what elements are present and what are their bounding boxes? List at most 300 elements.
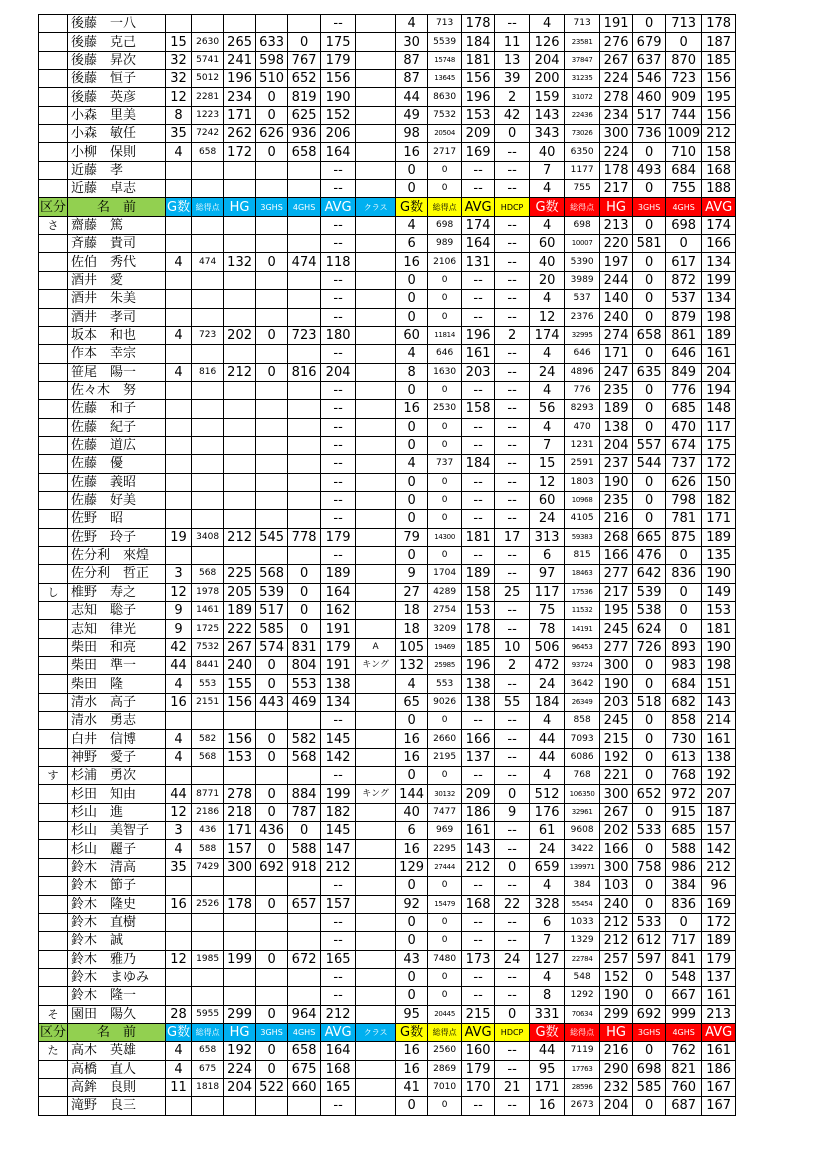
cell-avg3: 143 — [702, 693, 736, 711]
cell-g3: 4 — [530, 767, 565, 785]
cell-3ghs1: 436 — [256, 822, 288, 840]
cell-hdcp: 0 — [495, 1005, 530, 1023]
cell-avg1: 165 — [321, 1078, 356, 1096]
cell-hg1 — [224, 436, 256, 454]
cell-3ghs1: 0 — [256, 785, 288, 803]
cell-hg3: 235 — [600, 381, 633, 399]
cell-total1: 2281 — [192, 88, 224, 106]
cell-hg1 — [224, 877, 256, 895]
cell-total3: 2673 — [565, 1097, 600, 1115]
cell-3ghs1 — [256, 161, 288, 179]
table-row — [39, 730, 736, 748]
cell-hg3: 152 — [600, 968, 633, 986]
cell-total3: 713 — [565, 15, 600, 33]
cell-g2: 0 — [396, 436, 428, 454]
cell-3ghs1 — [256, 932, 288, 950]
cell-3ghs1: 0 — [256, 657, 288, 675]
header-g3: G数 — [530, 1023, 565, 1041]
cell-avg2: 184 — [462, 455, 495, 473]
table-row — [39, 253, 736, 271]
cell-avg1: -- — [321, 418, 356, 436]
cell-class — [356, 712, 396, 730]
cell-avg1: -- — [321, 510, 356, 528]
cell-total1: 436 — [192, 822, 224, 840]
cell-g1 — [166, 510, 192, 528]
cell-avg1: 179 — [321, 51, 356, 69]
cell-g2: 0 — [396, 987, 428, 1005]
cell-total3: 858 — [565, 712, 600, 730]
cell-avg1: -- — [321, 767, 356, 785]
cell-avg3: 174 — [702, 216, 736, 234]
cell-g2: 132 — [396, 657, 428, 675]
cell-g1: 42 — [166, 638, 192, 656]
cell-avg3: 198 — [702, 657, 736, 675]
cell-kubun — [39, 235, 68, 253]
cell-total3: 10007 — [565, 235, 600, 253]
cell-total1: 1978 — [192, 583, 224, 601]
cell-4ghs1 — [288, 491, 321, 509]
cell-g2: 0 — [396, 968, 428, 986]
cell-hg1: 172 — [224, 143, 256, 161]
cell-hdcp: -- — [495, 253, 530, 271]
cell-hg3: 178 — [600, 161, 633, 179]
cell-g3: 12 — [530, 473, 565, 491]
table-row — [39, 400, 736, 418]
cell-avg1: -- — [321, 491, 356, 509]
cell-g1: 8 — [166, 106, 192, 124]
cell-total1: 723 — [192, 326, 224, 344]
cell-4ghs3: 682 — [666, 693, 702, 711]
cell-avg1: -- — [321, 987, 356, 1005]
cell-class — [356, 363, 396, 381]
cell-g3: 506 — [530, 638, 565, 656]
cell-total3: 26349 — [565, 693, 600, 711]
cell-hg1: 265 — [224, 33, 256, 51]
cell-g3: 8 — [530, 987, 565, 1005]
cell-hg3: 274 — [600, 326, 633, 344]
cell-kubun — [39, 180, 68, 198]
table-row — [39, 546, 736, 564]
cell-class — [356, 455, 396, 473]
cell-hg1 — [224, 1097, 256, 1115]
cell-g3: 95 — [530, 1060, 565, 1078]
cell-hdcp: -- — [495, 418, 530, 436]
cell-avg2: -- — [462, 473, 495, 491]
cell-avg1: -- — [321, 271, 356, 289]
cell-4ghs3: 762 — [666, 1042, 702, 1060]
cell-3ghs3: 0 — [633, 345, 666, 363]
cell-total1: 5012 — [192, 70, 224, 88]
table-row — [39, 693, 736, 711]
cell-g1 — [166, 767, 192, 785]
cell-3ghs1 — [256, 180, 288, 198]
cell-kubun — [39, 528, 68, 546]
cell-hg3: 204 — [600, 436, 633, 454]
cell-g2: 0 — [396, 712, 428, 730]
cell-class — [356, 308, 396, 326]
cell-avg3: 150 — [702, 473, 736, 491]
cell-avg1: 190 — [321, 88, 356, 106]
cell-avg2: 158 — [462, 400, 495, 418]
cell-hdcp: 11 — [495, 33, 530, 51]
cell-3ghs3: 460 — [633, 88, 666, 106]
cell-g3: 78 — [530, 620, 565, 638]
cell-g3: 174 — [530, 326, 565, 344]
cell-3ghs3: 0 — [633, 748, 666, 766]
cell-class — [356, 546, 396, 564]
cell-3ghs3: 736 — [633, 125, 666, 143]
cell-name: 佐分利 來煌 — [68, 546, 166, 564]
cell-avg2: -- — [462, 290, 495, 308]
cell-total1 — [192, 968, 224, 986]
table-row — [39, 455, 736, 473]
table-row — [39, 675, 736, 693]
cell-g3: 4 — [530, 15, 565, 33]
cell-hg3: 300 — [600, 125, 633, 143]
cell-g1: 16 — [166, 693, 192, 711]
cell-avg3: 142 — [702, 840, 736, 858]
header-avg3: AVG — [702, 198, 736, 216]
cell-g1: 28 — [166, 1005, 192, 1023]
cell-total3: 1329 — [565, 932, 600, 950]
cell-hg3: 203 — [600, 693, 633, 711]
cell-avg3: 172 — [702, 455, 736, 473]
cell-total2: 2660 — [428, 730, 462, 748]
cell-total1 — [192, 345, 224, 363]
cell-g2: 0 — [396, 932, 428, 950]
cell-avg1: 134 — [321, 693, 356, 711]
cell-g1 — [166, 381, 192, 399]
cell-total2: 1704 — [428, 565, 462, 583]
cell-avg2: 178 — [462, 620, 495, 638]
cell-3ghs3: 0 — [633, 418, 666, 436]
cell-4ghs3: 713 — [666, 15, 702, 33]
cell-hg1: 204 — [224, 1078, 256, 1096]
header-g2: G数 — [396, 198, 428, 216]
cell-name: 佐藤 義昭 — [68, 473, 166, 491]
cell-total1: 568 — [192, 565, 224, 583]
cell-4ghs3: 384 — [666, 877, 702, 895]
cell-total1 — [192, 510, 224, 528]
cell-4ghs1: 672 — [288, 950, 321, 968]
header-total3: 総得点 — [565, 198, 600, 216]
cell-total2: 4289 — [428, 583, 462, 601]
cell-hdcp: -- — [495, 840, 530, 858]
cell-4ghs3: 0 — [666, 620, 702, 638]
cell-total2: 15479 — [428, 895, 462, 913]
bowling-stats-sheet — [38, 14, 736, 1116]
cell-4ghs1: 553 — [288, 675, 321, 693]
cell-avg2: 203 — [462, 363, 495, 381]
cell-3ghs3: 597 — [633, 950, 666, 968]
cell-avg3: 213 — [702, 1005, 736, 1023]
cell-4ghs1: 0 — [288, 620, 321, 638]
cell-class — [356, 253, 396, 271]
cell-kubun — [39, 290, 68, 308]
cell-hdcp: 17 — [495, 528, 530, 546]
cell-g1: 4 — [166, 1060, 192, 1078]
header-g1: G数 — [167, 199, 191, 215]
cell-total2: 25985 — [428, 657, 462, 675]
cell-hg1: 222 — [224, 620, 256, 638]
cell-hg1 — [224, 235, 256, 253]
cell-avg1: -- — [321, 15, 356, 33]
cell-4ghs1: 0 — [288, 822, 321, 840]
cell-3ghs1: 0 — [256, 748, 288, 766]
cell-g1: 12 — [166, 88, 192, 106]
cell-class — [356, 748, 396, 766]
cell-avg3: 171 — [702, 510, 736, 528]
cell-g1: 35 — [166, 125, 192, 143]
cell-total1: 2526 — [192, 895, 224, 913]
header-hg1: HG — [224, 198, 256, 216]
cell-g3: 40 — [530, 253, 565, 271]
cell-g2: 49 — [396, 106, 428, 124]
cell-avg1: 179 — [321, 528, 356, 546]
cell-4ghs1: 723 — [288, 326, 321, 344]
cell-avg1: -- — [321, 436, 356, 454]
cell-hdcp: 25 — [495, 583, 530, 601]
cell-avg3: 187 — [702, 33, 736, 51]
cell-total1 — [192, 546, 224, 564]
cell-g1: 32 — [166, 70, 192, 88]
cell-3ghs3: 517 — [633, 106, 666, 124]
cell-avg2: -- — [462, 712, 495, 730]
cell-g2: 16 — [396, 400, 428, 418]
table-row — [39, 1005, 736, 1023]
cell-total2: 698 — [428, 216, 462, 234]
cell-total2: 2717 — [428, 143, 462, 161]
cell-4ghs3: 909 — [666, 88, 702, 106]
cell-4ghs1 — [288, 546, 321, 564]
table-row — [39, 950, 736, 968]
cell-total2: 737 — [428, 455, 462, 473]
cell-g3: 184 — [530, 693, 565, 711]
cell-class — [356, 70, 396, 88]
cell-total3: 31235 — [565, 70, 600, 88]
cell-class — [356, 235, 396, 253]
cell-avg1: -- — [321, 235, 356, 253]
cell-total2: 969 — [428, 822, 462, 840]
cell-name: 白井 信博 — [68, 730, 166, 748]
cell-4ghs1: 652 — [288, 70, 321, 88]
cell-total2: 0 — [428, 308, 462, 326]
cell-avg1: -- — [321, 345, 356, 363]
cell-total1 — [192, 308, 224, 326]
header-avg2: AVG — [462, 198, 495, 216]
cell-4ghs3: 893 — [666, 638, 702, 656]
cell-3ghs3: 0 — [633, 1097, 666, 1115]
cell-hg3: 140 — [600, 290, 633, 308]
cell-4ghs1: 936 — [288, 125, 321, 143]
cell-class — [356, 216, 396, 234]
cell-3ghs1: 0 — [256, 1060, 288, 1078]
table-row — [39, 602, 736, 620]
cell-avg3: 169 — [702, 895, 736, 913]
cell-3ghs1 — [256, 271, 288, 289]
cell-name: 杉浦 勇次 — [68, 767, 166, 785]
cell-hg3: 212 — [600, 913, 633, 931]
header-hdcp: HDCP — [495, 198, 530, 216]
cell-4ghs3: 781 — [666, 510, 702, 528]
cell-total3: 106350 — [565, 785, 600, 803]
cell-3ghs3: 538 — [633, 602, 666, 620]
cell-4ghs3: 744 — [666, 106, 702, 124]
cell-avg3: 187 — [702, 803, 736, 821]
cell-4ghs1 — [288, 968, 321, 986]
header-3ghs3: 3GHS — [633, 1023, 666, 1041]
cell-name: 鈴木 まゆみ — [68, 968, 166, 986]
cell-total3: 4896 — [565, 363, 600, 381]
cell-g2: 41 — [396, 1078, 428, 1096]
cell-total1: 2186 — [192, 803, 224, 821]
cell-4ghs1: 0 — [288, 33, 321, 51]
cell-4ghs3: 768 — [666, 767, 702, 785]
cell-3ghs3: 692 — [633, 1005, 666, 1023]
table-row — [39, 822, 736, 840]
cell-total2: 2295 — [428, 840, 462, 858]
cell-g2: 0 — [396, 546, 428, 564]
cell-hdcp: -- — [495, 455, 530, 473]
table-row — [39, 1060, 736, 1078]
cell-total3: 1231 — [565, 436, 600, 454]
cell-total1 — [192, 1097, 224, 1115]
cell-total1 — [192, 987, 224, 1005]
cell-4ghs3: 684 — [666, 675, 702, 693]
cell-kubun — [39, 143, 68, 161]
cell-g3: 6 — [530, 913, 565, 931]
header-kubun: 区分 — [40, 199, 67, 215]
cell-total2: 0 — [428, 180, 462, 198]
cell-name: 神野 愛子 — [68, 748, 166, 766]
cell-avg2: 138 — [462, 675, 495, 693]
cell-kubun — [39, 88, 68, 106]
cell-avg1: 175 — [321, 33, 356, 51]
cell-3ghs1: 522 — [256, 1078, 288, 1096]
cell-total3: 18463 — [565, 565, 600, 583]
table-row — [39, 858, 736, 876]
cell-g2: 87 — [396, 70, 428, 88]
cell-g3: 200 — [530, 70, 565, 88]
cell-3ghs1 — [256, 913, 288, 931]
cell-total2: 2869 — [428, 1060, 462, 1078]
cell-3ghs3: 0 — [633, 657, 666, 675]
cell-total2: 2195 — [428, 748, 462, 766]
header-4ghs1: 4GHS — [288, 198, 321, 216]
cell-hdcp: 0 — [495, 858, 530, 876]
cell-name: 後藤 英彦 — [68, 88, 166, 106]
cell-avg2: -- — [462, 180, 495, 198]
cell-3ghs3: 0 — [633, 987, 666, 1005]
cell-avg2: 153 — [462, 602, 495, 620]
cell-total1: 5955 — [192, 1005, 224, 1023]
cell-avg2: 215 — [462, 1005, 495, 1023]
cell-avg3: 161 — [702, 345, 736, 363]
cell-g1 — [166, 913, 192, 931]
cell-4ghs1: 0 — [288, 602, 321, 620]
cell-total3: 8293 — [565, 400, 600, 418]
cell-avg2: 170 — [462, 1078, 495, 1096]
cell-hg1 — [224, 473, 256, 491]
cell-kubun — [39, 1078, 68, 1096]
cell-g2: 16 — [396, 748, 428, 766]
table-row — [39, 620, 736, 638]
cell-avg1: 164 — [321, 1042, 356, 1060]
cell-total2: 7480 — [428, 950, 462, 968]
cell-hg3: 244 — [600, 271, 633, 289]
cell-hg1: 196 — [224, 70, 256, 88]
cell-avg2: 169 — [462, 143, 495, 161]
cell-g3: 24 — [530, 840, 565, 858]
cell-4ghs1 — [288, 767, 321, 785]
cell-hdcp: -- — [495, 1097, 530, 1115]
cell-hdcp: 21 — [495, 1078, 530, 1096]
cell-g1 — [166, 290, 192, 308]
cell-3ghs1 — [256, 491, 288, 509]
cell-4ghs3: 798 — [666, 491, 702, 509]
cell-3ghs3: 585 — [633, 1078, 666, 1096]
cell-total2: 0 — [428, 877, 462, 895]
cell-avg2: 196 — [462, 657, 495, 675]
cell-g2: 92 — [396, 895, 428, 913]
cell-4ghs1: 657 — [288, 895, 321, 913]
cell-g3: 60 — [530, 235, 565, 253]
table-row — [39, 271, 736, 289]
cell-g1: 19 — [166, 528, 192, 546]
cell-avg1: 182 — [321, 803, 356, 821]
cell-4ghs1: 918 — [288, 858, 321, 876]
cell-total3: 96453 — [565, 638, 600, 656]
header-total2: 総得点 — [428, 1023, 462, 1041]
cell-hg1 — [224, 968, 256, 986]
cell-g1 — [166, 345, 192, 363]
table-row — [39, 712, 736, 730]
cell-hdcp: 2 — [495, 88, 530, 106]
cell-total1 — [192, 913, 224, 931]
cell-g3: 15 — [530, 455, 565, 473]
cell-4ghs1: 582 — [288, 730, 321, 748]
cell-avg2: -- — [462, 987, 495, 1005]
cell-avg3: 185 — [702, 51, 736, 69]
cell-g2: 0 — [396, 877, 428, 895]
cell-g1: 15 — [166, 33, 192, 51]
cell-class — [356, 803, 396, 821]
cell-g3: 512 — [530, 785, 565, 803]
cell-hdcp: -- — [495, 767, 530, 785]
cell-total2: 0 — [428, 987, 462, 1005]
cell-kubun — [39, 748, 68, 766]
cell-g2: 8 — [396, 363, 428, 381]
cell-total1: 1223 — [192, 106, 224, 124]
cell-g3: 7 — [530, 932, 565, 950]
cell-kubun — [39, 308, 68, 326]
cell-4ghs3: 870 — [666, 51, 702, 69]
cell-kubun — [39, 106, 68, 124]
table-row — [39, 510, 736, 528]
cell-3ghs1: 0 — [256, 253, 288, 271]
cell-total1 — [192, 418, 224, 436]
cell-avg3: 161 — [702, 987, 736, 1005]
cell-3ghs3: 0 — [633, 510, 666, 528]
header-g2: G数 — [396, 1023, 428, 1041]
cell-kubun — [39, 968, 68, 986]
cell-class — [356, 913, 396, 931]
cell-3ghs1 — [256, 712, 288, 730]
cell-3ghs1 — [256, 216, 288, 234]
cell-avg3: 156 — [702, 70, 736, 88]
cell-g3: 16 — [530, 1097, 565, 1115]
cell-total1 — [192, 216, 224, 234]
